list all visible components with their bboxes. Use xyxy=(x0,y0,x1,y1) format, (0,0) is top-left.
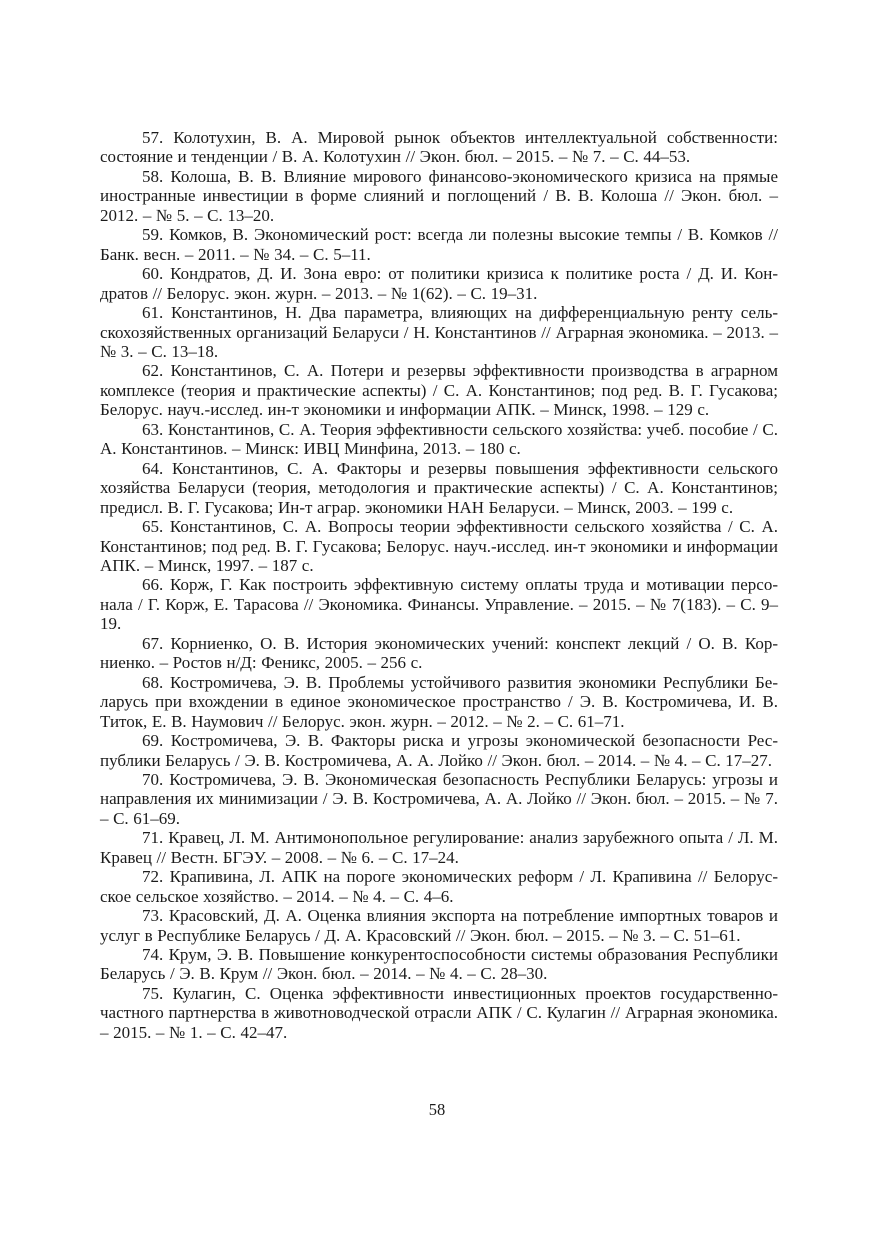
reference-70: 70. Костромичева, Э. В. Экономическая безопасность Республики Беларусь: угрозы и направления их минимизации / Э. В. Костромичева, А. А. Лойко // Экон. бюл. – 2015. – № 7. – С. 61–69. xyxy=(100,769,778,828)
reference-74: 74. Крум, Э. В. Повышение конкурентоспособности системы образования Республики Беларусь / Э. В. Крум // Экон. бюл. – 2014. – № 4. – С. 28–30. xyxy=(100,945,778,984)
reference-58: 58. Колоша, В. В. Влияние мирового финансово-экономического кризиса на прямые иностранные инвестиции в форме слияний и поглощений / В. В. Колоша // Экон. бюл. – 2012. – № 5. – С. 13–20. xyxy=(100,166,778,225)
reference-list xyxy=(100,128,778,1042)
reference-72: 72. Крапивина, Л. АПК на пороге экономических реформ / Л. Крапивина // Белорусское сельское хозяйство. – 2014. – № 4. – С. 4–6. xyxy=(100,867,778,906)
reference-71: 71. Кравец, Л. М. Антимонопольное регулирование: анализ зарубежного опыта / Л. М. Кравец // Вестн. БГЭУ. – 2008. – № 6. – С. 17–24. xyxy=(100,828,778,867)
reference-67: 67. Корниенко, О. В. История экономических учений: конспект лекций / О. В. Корниенко. – Ростов н/Д: Феникс, 2005. – 256 с. xyxy=(100,633,778,673)
reference-66: 66. Корж, Г. Как построить эффективную систему оплаты труда и мотивации персонала / Г. Корж, Е. Тарасова // Экономика. Финансы. Управление. – 2015. – № 7(183). – С. 9–19. xyxy=(100,575,778,634)
reference-75: 75. Кулагин, С. Оценка эффективности инвестиционных проектов государственно-частного партнерства в животноводческой отрасли АПК / С. Кулагин // Аграрная экономика. – 2015. – № 1. – С. 42–47. xyxy=(100,983,778,1042)
reference-61: 61. Константинов, Н. Два параметра, влияющих на дифференциальную ренту сельскохозяйственных организаций Беларуси / Н. Константинов // Аграрная экономика. – 2013. – № 3. – С. 13–18. xyxy=(100,303,778,361)
reference-73: 73. Красовский, Д. А. Оценка влияния экспорта на потребление импортных товаров и услуг в Республике Беларусь / Д. А. Красовский // Экон. бюл. – 2015. – № 3. – С. 51–61. xyxy=(100,906,778,945)
reference-63: 63. Константинов, С. А. Теория эффективности сельского хозяйства: учеб. пособие / С. А. Константинов. – Минск: ИВЦ Минфина, 2013. – 180 с. xyxy=(100,419,778,459)
page-number: 58 xyxy=(428,1100,446,1119)
reference-60: 60. Кондратов, Д. И. Зона евро: от политики кризиса к политике роста / Д. И. Кондратов // Белорус. экон. журн. – 2013. – № 1(62). – С. 19–31. xyxy=(100,264,778,303)
reference-69: 69. Костромичева, Э. В. Факторы риска и угрозы экономической безопасности Республики Беларусь / Э. В. Костромичева, А. А. Лойко // Экон. бюл. – 2014. – № 4. – С. 17–27. xyxy=(100,731,778,770)
reference-59: 59. Комков, В. Экономический рост: всегда ли полезны высокие темпы / В. Комков // Банк. весн. – 2011. – № 34. – С. 5–11. xyxy=(100,225,778,264)
reference-62: 62. Константинов, С. А. Потери и резервы эффективности производства в аграрном комплексе (теория и практические аспекты) / С. А. Константинов; под ред. В. Г. Гусакова; Белорус. науч.-исслед. ин-т экономики и информации АПК. – Минск, 1998. – 129 с. xyxy=(100,361,778,420)
reference-57: 57. Колотухин, В. А. Мировой рынок объектов интеллектуальной собственности: состояние и тенденции / В. А. Колотухин // Экон. бюл. – 2015. – № 7. – С. 44–53. xyxy=(100,128,778,167)
reference-64: 64. Константинов, С. А. Факторы и резервы повышения эффективности сельского хозяйства Беларуси (теория, методология и практические аспекты) / С. А. Константинов; предисл. В. Г. Гусакова; Ин-т аграр. экономики НАН Беларуси. – Минск, 2003. – 199 с. xyxy=(100,458,778,517)
reference-68: 68. Костромичева, Э. В. Проблемы устойчивого развития экономики Республики Беларусь при вхождении в единое экономическое пространство / Э. В. Костромичева, И. В. Титок, Е. В. Наумович // Белорус. экон. журн. – 2012. – № 2. – С. 61–71. xyxy=(100,672,778,731)
reference-65: 65. Константинов, С. А. Вопросы теории эффективности сельского хозяйства / С. А. Константинов; под ред. В. Г. Гусакова; Белорус. науч.-исслед. ин-т экономики и информации АПК. – Минск, 1997. – 187 с. xyxy=(100,517,778,575)
